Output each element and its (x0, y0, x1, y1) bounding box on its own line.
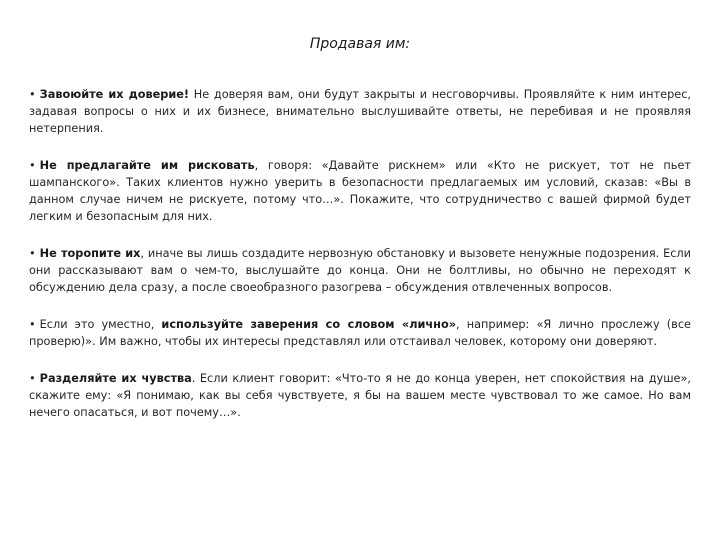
item-emphasis: Завоюйте их доверие! (39, 88, 190, 101)
bullet-marker: • (29, 247, 36, 260)
item-text: , иначе вы лишь создадите нервозную обстановку и вызовете ненужные подозрения. Если они рассказывают вам о чем-то, выслушайте до конца. Они не болтливы, но обычно не переходят к обсуждению дела сразу, а после своеобразного разогрева – обсуждения отвлеченных вопросов. (29, 247, 691, 294)
item-emphasis: Не предлагайте им рисковать (39, 159, 255, 172)
list-item (29, 245, 691, 296)
slide-title: Продавая им: (309, 36, 411, 52)
list-item (29, 370, 691, 421)
bullet-marker: • (29, 159, 36, 172)
item-text: Не доверяя вам, они будут закрыты и несговорчивы. Проявляйте к ним интерес, задавая вопросы о них и их бизнесе, внимательно выслушивайте ответы, не перебивая и не проявляя нетерпения. (29, 88, 691, 135)
item-text: . Если клиент говорит: «Что-то я не до конца уверен, нет спокойствия на душе», скажите ему: «Я понимаю, как вы себя чувствуете, я бы на вашем месте чувствовал то же самое. Но вам нечего опасаться, и вот почему…». (29, 372, 691, 419)
bullet-marker: • (29, 88, 36, 101)
item-text: , говоря: «Давайте рискнем» или «Кто не рискует, тот не пьет шампанского». Таких клиентов нужно уверить в безопасности предлагаемых им условий, сказав: «Вы в данном случае ничем не рискуете, потому что…». Покажите, что сотрудничество с вашей фирмой будет легким и безопасным для них. (29, 159, 691, 223)
bullet-marker: • (29, 372, 36, 385)
item-text-prefix: Если это уместно, (39, 318, 162, 331)
item-emphasis: используйте заверения со словом «лично» (161, 318, 457, 331)
list-item (29, 157, 691, 225)
list-item (29, 316, 691, 350)
item-text: , например: «Я лично прослежу (все проверю)». Им важно, чтобы их интересы представлял или отстаивал человек, которому они доверяют. (29, 318, 692, 348)
list-item (29, 86, 691, 137)
item-emphasis: Разделяйте их чувства (39, 372, 192, 385)
item-emphasis: Не торопите их (39, 247, 141, 260)
bullet-marker: • (29, 318, 36, 331)
bullet-list (29, 86, 691, 441)
